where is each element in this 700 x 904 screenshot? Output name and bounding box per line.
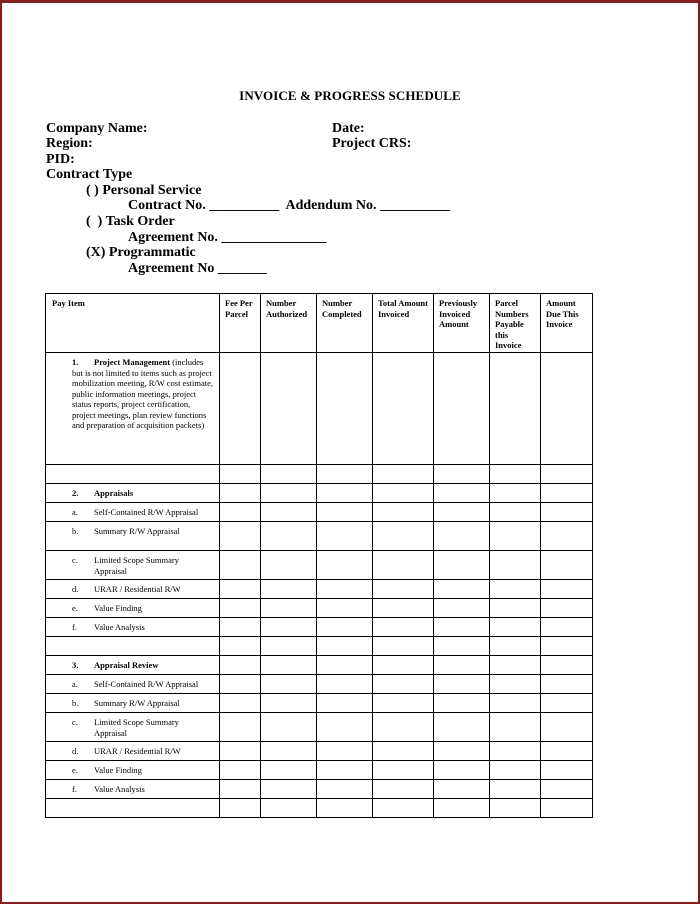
pay-item-cell [46, 656, 220, 675]
header-row [46, 294, 593, 353]
pay-item-cell [46, 353, 220, 465]
cell[interactable] [434, 694, 490, 713]
document-title: INVOICE & PROGRESS SCHEDULE [239, 88, 461, 103]
cell[interactable] [220, 522, 261, 551]
cell[interactable] [317, 353, 373, 465]
programmatic-option: (X) Programmatic [86, 245, 196, 260]
item-number: 3. [72, 660, 79, 670]
table-row [46, 580, 593, 599]
cell[interactable] [373, 713, 434, 742]
cell[interactable] [220, 799, 261, 818]
cell[interactable] [541, 675, 593, 694]
item-label: Value Finding [94, 765, 142, 775]
item-label: Project Management [94, 357, 171, 367]
cell[interactable] [220, 551, 261, 580]
cell[interactable] [317, 780, 373, 799]
cell[interactable] [541, 353, 593, 465]
cell[interactable] [373, 599, 434, 618]
cell[interactable] [434, 637, 490, 656]
cell[interactable] [490, 522, 541, 551]
item-number: f. [72, 622, 77, 632]
pay-item-cell [46, 580, 220, 599]
item-label: Self-Contained R/W Appraisal [94, 507, 199, 517]
pay-item-cell [46, 742, 220, 761]
item-label: URAR / Residential R/W [94, 746, 181, 756]
item-label: Value Analysis [94, 784, 145, 794]
table-row [46, 484, 593, 503]
pay-item-cell [46, 675, 220, 694]
pay-item-cell [46, 599, 220, 618]
header-fee-per-parcel: Fee Per Parcel [220, 294, 261, 353]
table-row [46, 618, 593, 637]
pay-item-cell [46, 503, 220, 522]
cell[interactable] [373, 465, 434, 484]
cell[interactable] [317, 522, 373, 551]
header-number-authorized: Number Authorized [261, 294, 317, 353]
item-label: URAR / Residential R/W [94, 584, 181, 594]
item-label: Appraisal Review [94, 660, 159, 670]
pay-item-cell [46, 713, 220, 742]
cell[interactable] [490, 599, 541, 618]
cell[interactable] [541, 761, 593, 780]
project-management-item [46, 353, 219, 431]
cell[interactable] [541, 484, 593, 503]
cell[interactable] [317, 694, 373, 713]
cell[interactable] [373, 694, 434, 713]
cell[interactable] [490, 799, 541, 818]
cell[interactable] [317, 637, 373, 656]
cell[interactable] [490, 580, 541, 599]
cell[interactable] [261, 656, 317, 675]
item-number: c. [72, 555, 78, 565]
contract-number-line: Contract No. __________ Addendum No. __________ [128, 198, 451, 213]
cell[interactable] [373, 780, 434, 799]
item-label: Value Finding [94, 603, 142, 613]
cell[interactable] [373, 580, 434, 599]
cell[interactable] [490, 761, 541, 780]
table-row [46, 522, 593, 551]
table-row [46, 599, 593, 618]
cell[interactable] [490, 503, 541, 522]
cell[interactable] [220, 742, 261, 761]
cell[interactable] [434, 599, 490, 618]
cell[interactable] [317, 675, 373, 694]
cell[interactable] [373, 503, 434, 522]
cell[interactable] [541, 503, 593, 522]
cell[interactable] [373, 353, 434, 465]
cell[interactable] [317, 742, 373, 761]
cell[interactable] [220, 618, 261, 637]
cell[interactable] [434, 799, 490, 818]
cell[interactable] [434, 780, 490, 799]
task-agreement-number-line: Agreement No. _______________ [128, 230, 327, 245]
cell[interactable] [541, 599, 593, 618]
cell [46, 465, 220, 484]
task-order-option: ( ) Task Order [86, 214, 175, 229]
cell[interactable] [434, 761, 490, 780]
cell[interactable] [434, 675, 490, 694]
cell[interactable] [317, 618, 373, 637]
cell[interactable] [317, 580, 373, 599]
cell[interactable] [261, 551, 317, 580]
cell[interactable] [317, 503, 373, 522]
cell[interactable] [261, 675, 317, 694]
cell[interactable] [220, 599, 261, 618]
cell[interactable] [373, 618, 434, 637]
cell[interactable] [373, 484, 434, 503]
cell[interactable] [490, 484, 541, 503]
item-label: Summary R/W Appraisal [94, 698, 180, 708]
cell[interactable] [373, 656, 434, 675]
item-label: Appraisals [94, 488, 134, 498]
cell[interactable] [261, 618, 317, 637]
cell[interactable] [434, 484, 490, 503]
item-number: c. [72, 717, 78, 727]
header-parcel-numbers: Parcel Numbers Payable this Invoice [490, 294, 541, 353]
cell[interactable] [261, 780, 317, 799]
item-label: Self-Contained R/W Appraisal [94, 679, 199, 689]
cell[interactable] [261, 465, 317, 484]
cell[interactable] [541, 742, 593, 761]
pay-item-cell [46, 761, 220, 780]
cell[interactable] [490, 637, 541, 656]
cell[interactable] [261, 742, 317, 761]
pay-item-cell [46, 694, 220, 713]
header-total-amount-invoiced: Total Amount Invoiced [373, 294, 434, 353]
item-description: (includes but is not limited to items such as project mobilization meeting, R/W cost estimate, public information meetings, project status reports, project certification, project meetings, plan review functions and preparation of acquisition packets) [72, 357, 214, 430]
company-name-label: Company Name: [46, 121, 148, 136]
item-number: d. [72, 584, 79, 594]
item-number: b. [72, 698, 79, 708]
item-number: d. [72, 746, 79, 756]
personal-service-option: ( ) Personal Service [86, 183, 202, 198]
cell[interactable] [490, 675, 541, 694]
project-crs-label: Project CRS: [332, 136, 412, 151]
pay-item-cell [46, 522, 220, 551]
header-previously-invoiced: Previously Invoiced Amount [434, 294, 490, 353]
cell[interactable] [261, 637, 317, 656]
cell[interactable] [261, 484, 317, 503]
item-label: Summary R/W Appraisal [94, 526, 180, 536]
pid-label: PID: [46, 152, 75, 167]
cell [46, 799, 220, 818]
cell[interactable] [434, 618, 490, 637]
invoice-table [45, 293, 593, 818]
cell[interactable] [434, 551, 490, 580]
cell[interactable] [490, 742, 541, 761]
cell[interactable] [317, 484, 373, 503]
item-label: Limited Scope Summary Appraisal [94, 555, 179, 576]
cell[interactable] [541, 522, 593, 551]
item-number: a. [72, 507, 78, 517]
item-label: Value Analysis [94, 622, 145, 632]
item-label: Limited Scope Summary Appraisal [94, 717, 179, 738]
cell[interactable] [261, 799, 317, 818]
table-row [46, 799, 593, 818]
pay-item-cell [46, 551, 220, 580]
item-number: 2. [72, 488, 79, 498]
cell[interactable] [220, 780, 261, 799]
cell[interactable] [541, 780, 593, 799]
table-row [46, 675, 593, 694]
cell[interactable] [220, 353, 261, 465]
header-amount-due: Amount Due This Invoice [541, 294, 593, 353]
table-row [46, 761, 593, 780]
table-row [46, 637, 593, 656]
cell[interactable] [490, 656, 541, 675]
date-label: Date: [332, 121, 365, 136]
cell[interactable] [373, 522, 434, 551]
cell[interactable] [220, 637, 261, 656]
pay-item-cell [46, 780, 220, 799]
table-row [46, 713, 593, 742]
cell[interactable] [373, 637, 434, 656]
item-number: 1. [72, 357, 79, 367]
table-row [46, 742, 593, 761]
table-row [46, 465, 593, 484]
table-row [46, 353, 593, 465]
cell[interactable] [220, 580, 261, 599]
contract-type-label: Contract Type [46, 167, 133, 182]
cell[interactable] [490, 694, 541, 713]
table-row [46, 694, 593, 713]
cell[interactable] [317, 799, 373, 818]
cell[interactable] [434, 522, 490, 551]
cell[interactable] [317, 761, 373, 780]
cell[interactable] [541, 465, 593, 484]
cell[interactable] [490, 713, 541, 742]
cell[interactable] [317, 599, 373, 618]
cell[interactable] [541, 656, 593, 675]
cell[interactable] [261, 713, 317, 742]
cell[interactable] [434, 742, 490, 761]
cell[interactable] [541, 694, 593, 713]
cell[interactable] [373, 761, 434, 780]
cell[interactable] [541, 551, 593, 580]
cell[interactable] [220, 713, 261, 742]
item-number: a. [72, 679, 78, 689]
item-number: b. [72, 526, 79, 536]
cell[interactable] [373, 675, 434, 694]
item-number: f. [72, 784, 77, 794]
cell[interactable] [317, 656, 373, 675]
cell[interactable] [490, 353, 541, 465]
pay-item-cell [46, 484, 220, 503]
cell[interactable] [220, 761, 261, 780]
cell[interactable] [373, 742, 434, 761]
programmatic-agreement-number-line: Agreement No _______ [128, 261, 267, 276]
cell[interactable] [261, 761, 317, 780]
cell[interactable] [261, 353, 317, 465]
cell[interactable] [434, 465, 490, 484]
item-number: e. [72, 603, 78, 613]
cell[interactable] [490, 618, 541, 637]
cell[interactable] [541, 799, 593, 818]
cell[interactable] [220, 484, 261, 503]
cell[interactable] [434, 503, 490, 522]
pay-item-cell [46, 618, 220, 637]
cell[interactable] [220, 675, 261, 694]
cell[interactable] [490, 551, 541, 580]
cell [46, 637, 220, 656]
cell[interactable] [317, 465, 373, 484]
cell[interactable] [541, 618, 593, 637]
cell[interactable] [373, 551, 434, 580]
table-row [46, 551, 593, 580]
cell[interactable] [261, 694, 317, 713]
cell[interactable] [541, 580, 593, 599]
cell[interactable] [261, 522, 317, 551]
item-number: e. [72, 765, 78, 775]
cell[interactable] [541, 637, 593, 656]
region-label: Region: [46, 136, 93, 151]
cell[interactable] [261, 503, 317, 522]
cell[interactable] [317, 713, 373, 742]
cell[interactable] [220, 694, 261, 713]
cell[interactable] [541, 713, 593, 742]
cell[interactable] [261, 580, 317, 599]
cell[interactable] [261, 599, 317, 618]
table-row [46, 503, 593, 522]
cell[interactable] [434, 656, 490, 675]
header-pay-item: Pay Item [46, 294, 220, 353]
cell[interactable] [220, 465, 261, 484]
cell[interactable] [317, 551, 373, 580]
cell[interactable] [220, 503, 261, 522]
table-row [46, 780, 593, 799]
cell[interactable] [490, 780, 541, 799]
cell[interactable] [434, 713, 490, 742]
cell[interactable] [490, 465, 541, 484]
cell[interactable] [373, 799, 434, 818]
cell[interactable] [434, 353, 490, 465]
cell[interactable] [434, 580, 490, 599]
header-number-completed: Number Completed [317, 294, 373, 353]
cell[interactable] [220, 656, 261, 675]
table-row [46, 656, 593, 675]
